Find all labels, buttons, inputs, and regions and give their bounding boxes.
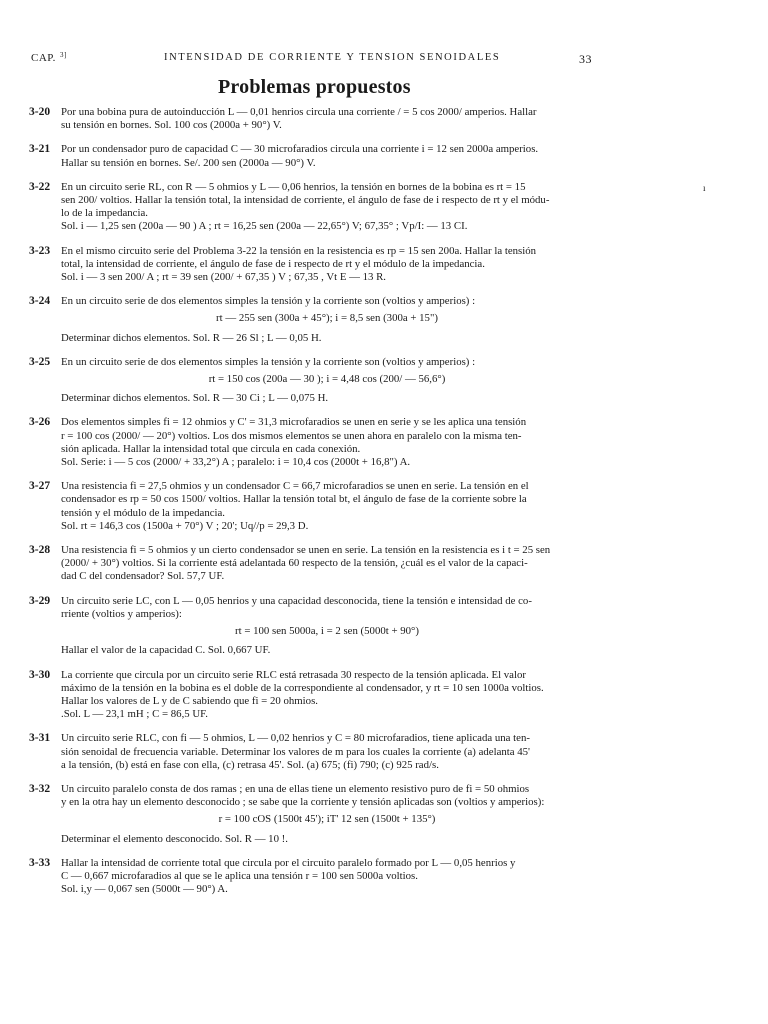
problem-equation: rt — 255 sen (300a + 45°); i = 8,5 sen (300a + 15") [216, 312, 438, 325]
page-title: Problemas propuestos [218, 76, 411, 98]
problem-equation: rt = 150 cos (200a — 30 ); i = 4,48 cos (200/ — 56,6°) [208, 373, 446, 386]
problem-text-line: sión senoidal de frecuencia variable. Determinar los valores de m para los cuales la corriente (a) adelanta 45' [61, 745, 531, 758]
problem-number: 3-32 [29, 782, 51, 795]
problem-text-line: sión aplicada. Hallar la intensidad total que circula en cada conexión. [61, 442, 361, 455]
problem-text-line: rriente (voltios y amperios): [61, 607, 182, 620]
problem-text-line: Hallar los valores de L y de C sabiendo que fi = 20 ohmios. [61, 694, 318, 707]
chapter-number: 3] [60, 51, 67, 59]
problem-text-line: Sol. rt = 146,3 cos (1500a + 70°) V ; 20'; Uq//p = 29,3 D. [61, 519, 309, 532]
problem-item [0, 480, 593, 533]
problem-text-line: total, la intensidad de corriente, el ángulo de fase de i respecto de rt y el módulo de la impedancia. [61, 257, 485, 270]
problem-number: 3-29 [29, 594, 51, 607]
problem-item [0, 544, 593, 584]
running-title: INTENSIDAD DE CORRIENTE Y TENSION SENOIDALES [164, 52, 501, 63]
problem-item [0, 143, 593, 169]
chapter-label: CAP. [31, 52, 56, 64]
problem-text-line: lo de la impedancia. [61, 207, 148, 220]
problem-item [0, 732, 593, 772]
problem-text-line: Por una bobina pura de autoinducción L — 0,01 henrios circula una corriente / = 5 cos 2000/ amperios. Hallar [61, 106, 537, 118]
problem-item [0, 416, 593, 469]
problem-item [0, 295, 593, 345]
problem-item [0, 356, 593, 406]
problem-text-line: La corriente que circula por un circuito serie RLC está retrasada 30 respecto de la tensión aplicada. El valor [61, 668, 526, 681]
problem-number: 3-21 [29, 143, 51, 156]
problem-text-line: .Sol. L — 23,1 mH ; C = 86,5 UF. [61, 708, 208, 721]
problem-text-line: Sol. i — 1,25 sen (200a — 90 ) A ; rt = 16,25 sen (200a — 22,65°) V; 67,35° ; Vp/I: — 13 CI. [61, 220, 468, 233]
problem-text-line: Sol. i,y — 0,067 sen (5000t — 90°) A. [61, 883, 228, 896]
problem-item [0, 857, 593, 897]
problem-text-line: En el mismo circuito serie del Problema 3-22 la tensión en la resistencia es rp = 15 sen 200a. Hallar la tensión [61, 244, 537, 257]
problem-text-line: y en la otra hay un elemento desconocido ; se sabe que la corriente y tensión aplicadas son (voltios y amperios): [61, 796, 545, 809]
problem-text-line: Hallar la intensidad de corriente total que circula por el circuito paralelo formado por L — 0,05 henrios y [61, 856, 516, 869]
problem-equation: r = 100 cOS (1500t 45'); iT' 12 sen (1500t + 135°) [218, 813, 436, 826]
problem-text-line: tensión y el módulo de la impedancia. [61, 506, 226, 519]
page-header [0, 52, 768, 70]
problem-text-line: Un circuito paralelo consta de dos ramas ; en una de ellas tiene un elemento resistivo puro de fi = 50 ohmios [61, 782, 530, 795]
margin-mark: ı [703, 183, 706, 193]
problem-text-line: dad C del condensador? Sol. 57,7 UF. [61, 570, 225, 583]
problem-text-line: Un circuito serie LC, con L — 0,05 henrios y una capacidad desconocida, tiene la tensión e intensidad de co- [61, 594, 532, 607]
problem-number: 3-33 [29, 856, 51, 869]
problem-text-line: condensador es rp = 50 cos 1500/ voltios. Hallar la tensión total bt, el ángulo de fase de la corriente sobre la [61, 493, 527, 506]
problem-list [0, 106, 768, 907]
problem-text-line: Un circuito serie RLC, con fi — 5 ohmios, L — 0,02 henrios y C = 80 microfaradios, tiene aplicada una ten- [61, 732, 530, 745]
problem-text-line: su tensión en bornes. Sol. 100 cos (2000a + 90°) V. [61, 119, 282, 132]
problem-item [0, 181, 593, 234]
problem-item [0, 669, 593, 722]
problem-text-line: (2000/ + 30°) voltios. Si la corriente está adelantada 60 respecto de la tensión, ¿cuál es el valor de la capaci- [61, 557, 528, 570]
problem-number: 3-22 [29, 180, 51, 193]
problem-text-line: En un circuito serie RL, con R — 5 ohmios y L — 0,06 henrios, la tensión en bornes de la bobina es rt = 15 [61, 180, 526, 193]
problem-item [0, 783, 593, 846]
problem-number: 3-31 [29, 732, 51, 745]
problem-item [0, 245, 593, 285]
problem-text-line: Una resistencia fi = 5 ohmios y un cierto condensador se unen en serie. La tensión en la resistencia es i t = 25 sen [61, 544, 551, 557]
problem-item [0, 595, 593, 658]
problem-text-line: r = 100 cos (2000/ — 20°) voltios. Los dos mismos elementos se unen ahora en paralelo con la misma ten- [61, 429, 522, 442]
problem-item [0, 106, 593, 132]
problem-text-line: Dos elementos simples fi = 12 ohmios y C' = 31,3 microfaradios se unen en serie y se les aplica una tensión [61, 416, 527, 429]
problem-number: 3-20 [29, 106, 51, 118]
problem-text-line: C — 0,667 microfaradios al que se le aplica una tensión r = 100 sen 5000a voltios. [61, 869, 418, 882]
page-number: 33 [579, 52, 592, 66]
problem-text-line: a la tensión, (b) está en fase con ella, (c) retrasa 45'. Sol. (a) 675; (fi) 790; (c) 925 rad/s. [61, 758, 439, 771]
problem-number: 3-28 [29, 544, 51, 557]
problem-number: 3-23 [29, 244, 51, 257]
problem-text-line: En un circuito serie de dos elementos simples la tensión y la corriente son (voltios y amperios) : [61, 295, 476, 308]
problem-text-line: máximo de la tensión en la bobina es el doble de la correspondiente al condensador, y rt = 10 sen 1000a voltios. [61, 681, 544, 694]
problem-number: 3-24 [29, 295, 51, 308]
problem-text-line: Por un condensador puro de capacidad C — 30 microfaradios circula una corriente i = 12 sen 2000a amperios. [61, 143, 539, 156]
problem-solution-line: Determinar dichos elementos. Sol. R — 30 Ci ; L — 0,075 H. [61, 392, 329, 405]
problem-text-line: sen 200/ voltios. Hallar la tensión total, la intensidad de corriente, el ángulo de fase de i respecto de rt y el módu- [61, 194, 550, 207]
problem-text-line: Sol. Serie: i — 5 cos (2000/ + 33,2°) A ; paralelo: i = 10,4 cos (2000t + 16,8") A. [61, 456, 411, 469]
problem-text-line: En un circuito serie de dos elementos simples la tensión y la corriente son (voltios y amperios) : [61, 355, 476, 368]
problem-solution-line: Determinar el elemento desconocido. Sol. R — 10 !. [61, 832, 288, 845]
problem-text-line: Sol. i — 3 sen 200/ A ; rt = 39 sen (200/ + 67,35 ) V ; 67,35 , Vt E — 13 R. [61, 271, 387, 284]
problem-solution-line: Determinar dichos elementos. Sol. R — 26 Sl ; L — 0,05 H. [61, 331, 322, 344]
problem-solution-line: Hallar el valor de la capacidad C. Sol. 0,667 UF. [61, 644, 271, 657]
problem-text-line: Hallar su tensión en bornes. Se/. 200 sen (2000a — 90°) V. [61, 156, 316, 169]
problem-text-line: Una resistencia fi = 27,5 ohmios y un condensador C = 66,7 microfaradios se unen en serie. La tensión en el [61, 480, 529, 493]
problem-number: 3-26 [29, 416, 51, 429]
problem-equation: rt = 100 sen 5000a, i = 2 sen (5000t + 90°) [235, 625, 419, 638]
problem-number: 3-27 [29, 480, 51, 493]
problem-number: 3-25 [29, 355, 51, 368]
problem-number: 3-30 [29, 668, 51, 681]
